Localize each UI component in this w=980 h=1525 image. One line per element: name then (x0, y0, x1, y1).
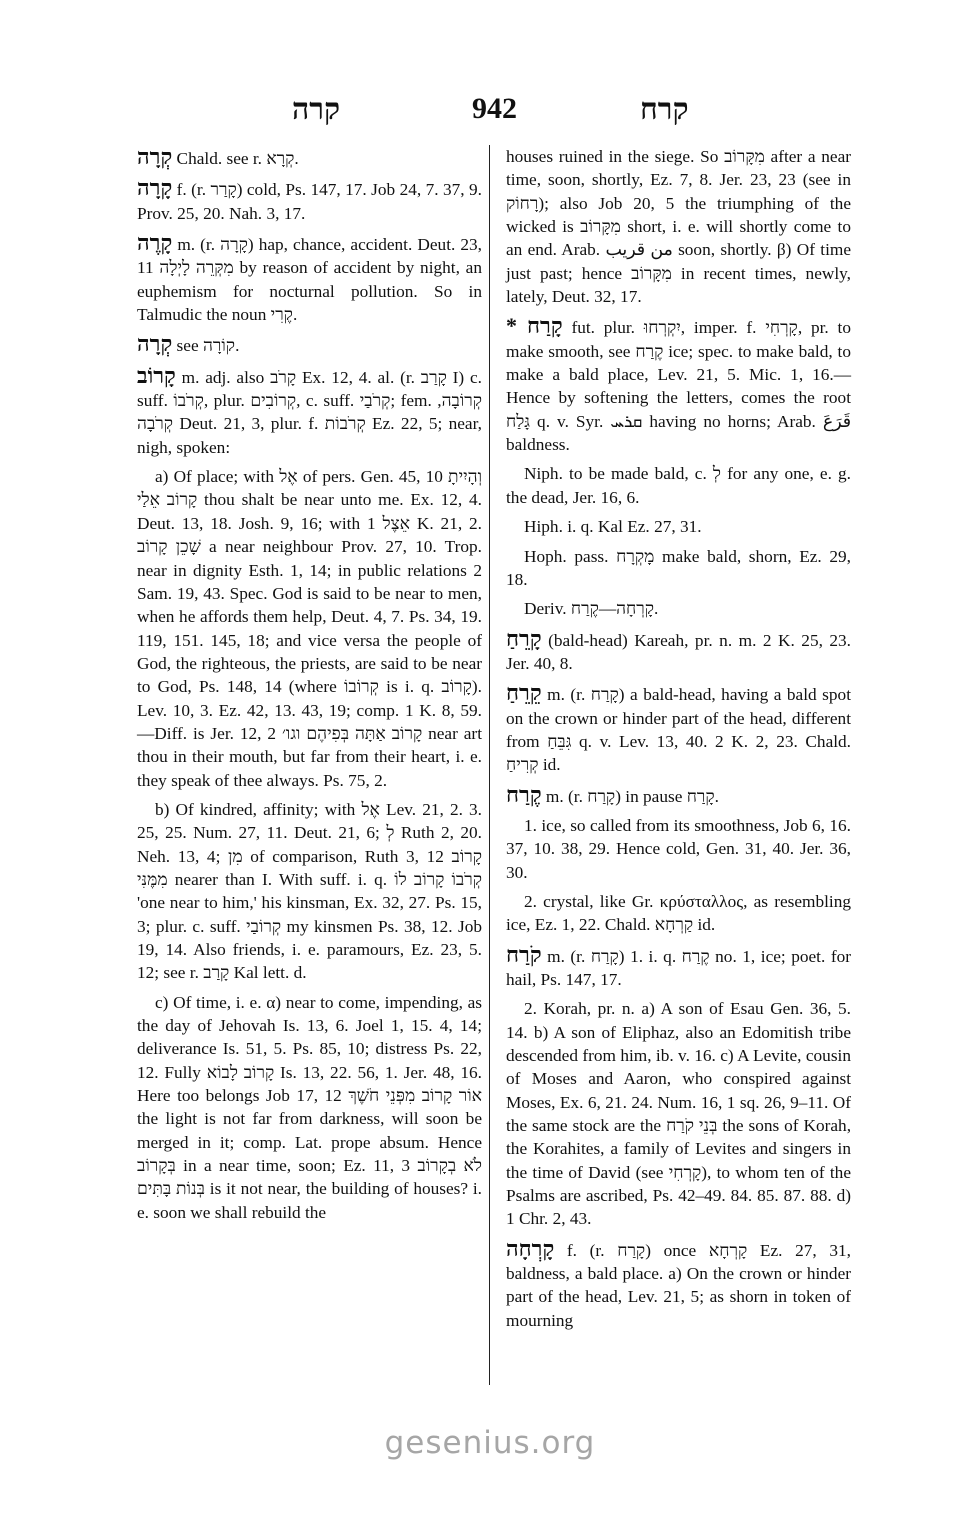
entry-headword: קֹרַח (506, 941, 542, 967)
entry-sense (506, 597, 851, 620)
entry (137, 364, 482, 459)
page-header (0, 92, 980, 132)
entry-sense (506, 515, 851, 538)
entry-text: Hoph. pass. מָקְרָח make bald, shorn, Ez. 29, 18. (506, 546, 851, 589)
entry-text: 1. ice, so called from its smoothness, Job 6, 16. 37, 10. 38, 29. Hence cold, Gen. 31, 40. Jer. 36, 30. (506, 815, 851, 882)
entry (506, 783, 851, 808)
entry-text: houses ruined in the siege. So מִקָּרוֹב after a near time, soon, shortly, Ez. 7, 8. Jer. 23, 23 (see in רָחוֹק); also Job 20, 5 the triumphing of the wicked is מִקָּרוֹב short, i. e. will shortly come to an end. Arab. من قريب soon, shortly. β) Of time just past; hence מִקָּרוֹב in recent times, newly, lately, Deut. 32, 17. (506, 147, 851, 307)
entry (137, 332, 482, 357)
entry (506, 627, 851, 676)
entry-text: m. adj. also קָרֹב Ex. 12, 4. al. (r. קָרַב I) c. suff. קְרֹבוֹ, plur. קְרוֹבִים, c. suff. קְרֹבַי; fem. קְרוֹבָה, קְרֹבָה Deut. 21, 3, plur. f. קְרֹבוֹת Ez. 22, 5; near, nigh, spoken: (137, 367, 482, 457)
entry-text: Deriv. קָרְחָה—קֶרַח. (524, 599, 659, 619)
entry-sense (137, 798, 482, 985)
entry-text: Niph. to be made bald, c. לְ for any one, e. g. the dead, Jer. 16, 6. (506, 464, 851, 507)
entry-headword: קָרֵחַ (506, 625, 542, 651)
left-column (137, 145, 482, 1230)
entry-text: f. (r. קָרַר) cold, Ps. 147, 17. Job 24, 7. 37, 9. Prov. 25, 20. Nah. 3, 17. (137, 180, 482, 223)
running-headword-right: קרח (640, 92, 689, 127)
entry-text: Hiph. i. q. Kal Ez. 27, 31. (524, 517, 702, 537)
entry-headword: קָרְחָה (506, 1235, 555, 1261)
entry-text: m. (r. קָרַח) 1. i. q. קֶרַח no. 1, ice; poet. for hail, Ps. 147, 17. (506, 946, 851, 989)
entry-text: m. (r. קָרַח) in pause קָרַח. (541, 786, 719, 806)
entry-text: 2. Korah, pr. n. a) A son of Esau Gen. 36, 5. 14. b) A son of Eliphaz, also an Edomitish tribe descended from him, ib. v. 16. c) A Levite, cousin of Moses and Aaron, who conspired against Moses, Ex. 6, 21. 24. Num. 16, 1 sq. 26, 9–11. Of the same stock are the בְּנֵי קֹרַח the sons of Korah, the Korahites, a family of Levites and singers in the time of David (see קָרְחִי), to whom ten of the Psalms are ascribed, Ps. 42–49. 84. 85. 87. 88. d) 1 Chr. 2, 43. (506, 999, 852, 1229)
entry-text: (bald-head) Kareah, pr. n. m. 2 K. 25, 23. Jer. 40, 8. (506, 630, 851, 673)
entry (137, 176, 482, 225)
right-column (506, 145, 851, 1338)
entry-headword: קָרֶה (137, 230, 173, 256)
entry (506, 1237, 851, 1332)
entry-text: Chald. see r. קְרָא. (172, 149, 299, 168)
entry-text: m. (r. קָרַח) a bald-head, having a bald spot on the crown or hinder part of the head, different from גִּבֵּחַ q. v. Lev. 13, 40. 2 K. 2, 23. Chald. קְרִיחַ id. (506, 685, 851, 775)
column-divider (489, 145, 490, 1385)
entry-headword: קֶרַח (506, 781, 542, 807)
entry-text: m. (r. קָרָה) hap, chance, accident. Deut. 23, 11 מִקְּרֵה לָיְלָה by reason of accident by night, an euphemism for nocturnal pollution. So in Talmudic the noun קֶרִי. (137, 235, 483, 325)
entry-text: fut. plur. יִקְרְחוּ, imper. f. קָרְחִי, pr. to make smooth, see קֶרַח ice; spec. to make bald, to make a bald place, Lev. 21, 5. Mic. 1, 16.—Hence by softening the letters, comes the root גָּלַח q. v. Syr. ܩܪܚ having no horns; Arab. قَرَعَ baldness. (506, 318, 851, 455)
entry-headword: קְרָה (137, 144, 173, 169)
entry-continuation (506, 145, 851, 308)
entry-sense (506, 545, 851, 592)
entry-text: b) Of kindred, affinity; with אֶל Lev. 21, 2. 3. 25, 25. Num. 27, 11. Deut. 21, 6; לְ Ruth 2, 20. Neh. 13, 4; מִן of comparison, Ruth 3, 12 קָרוֹב מִמֶּנִּי nearer than I. With suff. i. q. קְרֹבוֹ קָרוֹב לוֹ 'one near to him,' his kinsman, Ex. 32, 27. Ps. 15, 3; plur. c. suff. קְרוֹבַי my kinsmen Ps. 38, 12. Job 19, 14. Also friends, i. e. paramours, Ez. 23, 5. 12; see r. קָרַב Kal lett. d. (137, 799, 482, 983)
entry-text: 2. crystal, like Gr. κρύσταλλος, as resembling ice, Ez. 1, 22. Chald. קַרְחָא id. (506, 891, 851, 935)
entry-sense (137, 465, 482, 792)
entry-text: f. (r. קָרַח) once קָרְחָא Ez. 27, 31, baldness, a bald place. a) On the crown or hinder part of the head, Lev. 21, 5; as shorn in token of mourning (506, 1240, 851, 1330)
entry-headword: קָרָה (137, 175, 173, 201)
entry (506, 314, 851, 456)
entry (506, 681, 851, 776)
entry-sense (506, 462, 851, 509)
entry (506, 943, 851, 992)
entry-text: see קוֹרָה. (172, 336, 240, 356)
entry-text: c) Of time, i. e. α) near to come, impending, as the day of Jehovah Is. 13, 6. Joel 1, 15. 4, 14; deliverance Is. 51, 5. Ps. 85, 10; distress Ps. 22, 12. Fully קָרוֹב לָבוֹא Is. 13, 22. 56, 1. Jer. 48, 16. Here too belongs Job 17, 12 אוֹר קָרוֹב מִפְּנֵי חֹשֶׁךְ the light is not far from darkness, will soon be merged in it; comp. Lat. prope absum. Hence בְּקָרוֹב in a near time, soon; Ez. 11, 3 לֹא בְקָרוֹב בְּנוֹת בָּתִּים is it not near, the building of houses? i. e. soon we shall rebuild the (137, 992, 482, 1222)
watermark: gesenius.org (384, 1425, 596, 1461)
entry-sense (137, 991, 482, 1224)
entry-sense (506, 814, 851, 884)
entry-headword: קֵרֵחַ (506, 680, 542, 706)
running-headword-left: קרה (292, 92, 341, 127)
entry-headword: * קָרַח (506, 313, 563, 339)
entry-headword: קָרוֹב (137, 362, 176, 388)
entry (137, 145, 482, 170)
entry-text: a) Of place; with אֶל of pers. Gen. 45, 10 וְהָיִיתָ קָרוֹב אֵלַי thou shalt be near unto me. Ex. 12, 4. Deut. 13, 18. Josh. 9, 16; with אֵצֶל 1 K. 21, 2. שָׁכֵן קָרוֹב a near neighbour Prov. 27, 10. Trop. near in dignity Esth. 1, 14; in public relations 2 Sam. 19, 43. Spec. God is said to be near to men, when he affords them help, Deut. 4, 7. Ps. 34, 19. 119, 151. 145, 18; and vice versa the people of God, the righteous, the priests, are said to be near to God, Ps. 148, 14 (where קְרוֹבוֹ is i. q. קָרוֹב). Lev. 10, 3. Ez. 42, 13. 43, 19; comp. 1 K. 8, 59.—Diff. is Jer. 12, 2 קָרוֹב אַתָּה בְּפִיהֶם וגו׳ near art thou in their mouth, but far from their heart, i. e. they speak of thee always. Ps. 75, 2. (137, 467, 482, 790)
entry-sense (506, 890, 851, 937)
entry-sense (506, 997, 851, 1230)
page-number: 942 (472, 92, 517, 125)
entry (137, 231, 482, 326)
entry-headword: קְרָה (137, 331, 173, 357)
